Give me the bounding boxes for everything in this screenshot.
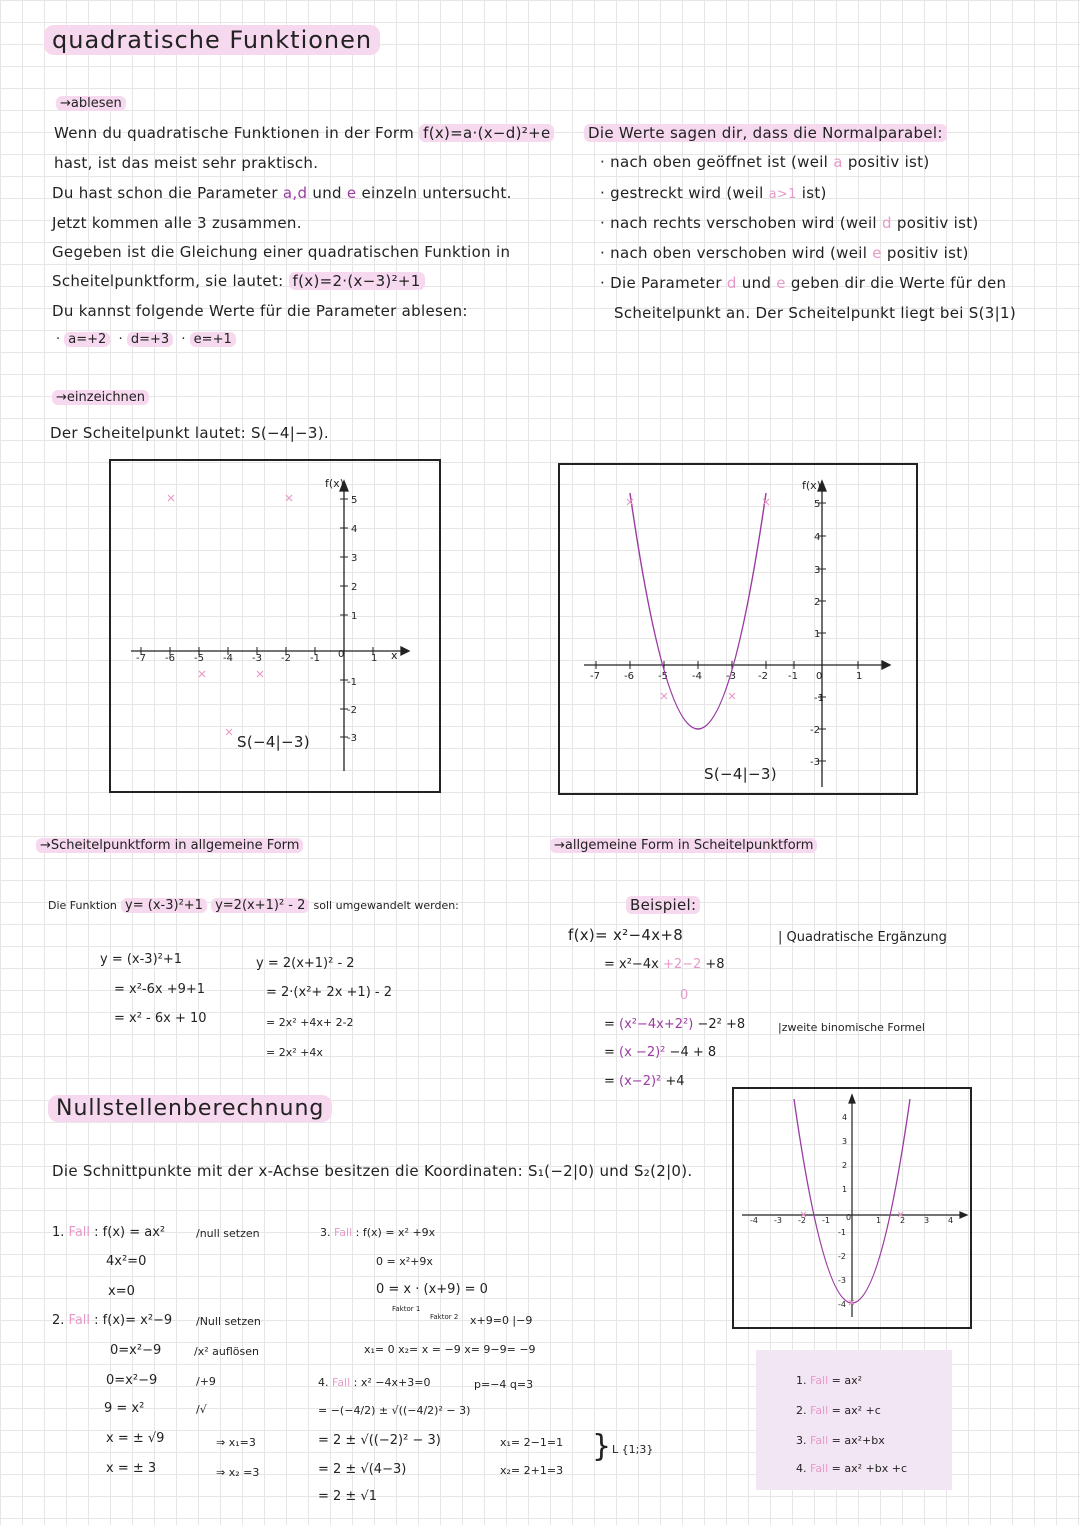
tick-label: -2 [347, 705, 357, 716]
note-quadratic-completion: | Quadratische Ergänzung [778, 930, 947, 945]
fall4-step-2: = 2 ± √((−2)² − 3) [318, 1433, 441, 1448]
tick-label: 3 [814, 565, 821, 576]
example-step-4: = (x −2)² −4 + 8 [604, 1045, 717, 1060]
fall4-step-3: = 2 ± √(4−3) [318, 1462, 407, 1477]
graph-parabola [558, 463, 918, 795]
right-expansion-3: = 2x² +4x+ 2-2 [266, 1016, 354, 1029]
tick-label: -2 [798, 1216, 806, 1225]
tick-label: -1 [814, 693, 824, 704]
left-expansion-1: y = (x-3)²+1 [100, 952, 183, 967]
fall2-title: 2. Fall : f(x)= x²−9 [52, 1313, 173, 1328]
beispiel-label: Beispiel: [626, 896, 700, 914]
left-expansion-3: = x² - 6x + 10 [114, 1011, 207, 1026]
parabola-curve [630, 493, 766, 729]
nullstellen-line: Die Schnittpunkte mit der x-Achse besitzen die Koordinaten: S₁(−2|0) und S₂(2|0). [52, 1162, 693, 1180]
fall1-note: /null setzen [196, 1227, 260, 1240]
werte-line-6: Scheitelpunkt an. Der Scheitelpunkt liegt bei S(3|1) [614, 304, 1016, 322]
tick-label: -1 [822, 1216, 830, 1225]
fall3-step-3: 0 = x · (x+9) = 0 [376, 1282, 488, 1297]
fall4-step-4: = 2 ± √1 [318, 1489, 378, 1504]
tick-label: 2 [900, 1216, 906, 1225]
param-values: · a=+2 · d=+3 · e=+1 [56, 332, 236, 347]
vertex-label: S(−4|−3) [237, 733, 310, 751]
fall2-step-2: 0=x²−9 [106, 1373, 158, 1388]
tick-label: -6 [165, 653, 175, 664]
ablesen-line3: Du hast schon die Parameter a,d und e einzeln untersucht. [52, 184, 512, 202]
right-expansion-4: = 2x² +4x [266, 1046, 323, 1059]
fall4-solution-set: L {1;3} [612, 1443, 654, 1456]
tick-label: 4 [351, 524, 358, 535]
einzeichnen-heading: →einzeichnen [52, 390, 149, 405]
tick-label: 4 [842, 1113, 848, 1122]
tick-label: -2 [838, 1252, 846, 1261]
tick-label: 4 [814, 532, 821, 543]
tick-label: 4 [948, 1216, 954, 1225]
tick-label: -2 [758, 671, 768, 682]
legend-item-2: 2. Fall = ax² +c [796, 1404, 881, 1417]
fall3-faktor-2: Faktor 2 [430, 1313, 459, 1321]
legend-item-3: 3. Fall = ax²+bx [796, 1434, 885, 1447]
tick-label: -5 [194, 653, 204, 664]
tick-label: -4 [838, 1300, 846, 1309]
fall3-faktor-1: Faktor 1 [392, 1305, 421, 1313]
tick-label: -7 [590, 671, 600, 682]
scheitel-allg-intro: Die Funktion y= (x-3)²+1 y=2(x+1)² - 2 soll umgewandelt werden: [48, 898, 459, 913]
tick-label: 2 [351, 582, 358, 593]
fall4-brace: } [592, 1429, 612, 1464]
fall2-result-2: ⇒ x₂ =3 [216, 1466, 260, 1479]
werte-bullet-1: · nach oben geöffnet ist (weil a positiv ist) [600, 153, 930, 171]
tick-label: 2 [842, 1161, 848, 1170]
example-step-3: = (x²−4x+2²) −2² +8 [604, 1017, 746, 1032]
tick-label: -3 [810, 757, 820, 768]
graph-parabola-svg [560, 465, 916, 793]
fall2-note-1: /Null setzen [196, 1315, 261, 1328]
ablesen-line4: Jetzt kommen alle 3 zusammen. [52, 214, 302, 232]
fall4-title: 4. Fall : x² −4x+3=0 [318, 1376, 431, 1389]
tick-label: 1 [856, 671, 863, 682]
fall2-result-1: ⇒ x₁=3 [216, 1436, 256, 1449]
point-marker [257, 671, 263, 677]
tick-label: 3 [351, 553, 358, 564]
example-function: f(x)= x²−4x+8 [568, 926, 684, 944]
tick-label: -3 [726, 671, 736, 682]
legend-item-4: 4. Fall = ax² +bx +c [796, 1462, 908, 1475]
tick-label: 1 [842, 1185, 848, 1194]
tick-label: 2 [814, 597, 821, 608]
fall4-x2: x₂= 2+1=3 [500, 1464, 564, 1477]
fall3-step-3b: x+9=0 |−9 [470, 1314, 533, 1327]
point-marker [199, 671, 205, 677]
given-function: f(x)=2·(x−3)²+1 [289, 272, 425, 290]
y-axis-arrow [849, 1095, 855, 1103]
tick-label: 1 [351, 611, 358, 622]
tick-label: 0 [846, 1213, 852, 1222]
werte-heading: Die Werte sagen dir, dass die Normalparabel: [584, 124, 947, 142]
x-axis-arrow [882, 661, 890, 669]
tick-label: -1 [788, 671, 798, 682]
tick-label: -1 [310, 653, 320, 664]
fall4-x1: x₁= 2−1=1 [500, 1436, 564, 1449]
fall2-note-3: /+9 [196, 1375, 216, 1388]
tick-label: -3 [252, 653, 262, 664]
axis-label-fx: f(x) [325, 477, 344, 490]
fall2-note-4: /√ [196, 1403, 207, 1416]
fall2-note-2: /x² auflösen [194, 1345, 259, 1358]
tick-label: -1 [838, 1228, 846, 1237]
einzeichnen-line: Der Scheitelpunkt lautet: S(−4|−3). [50, 424, 329, 442]
x-axis-arrow [960, 1212, 967, 1218]
tick-label: 3 [842, 1137, 848, 1146]
fall3-step-4: x₁= 0 x₂= x = −9 x= 9−9= −9 [364, 1343, 536, 1356]
tick-label: 1 [876, 1216, 882, 1225]
right-expansion-1: y = 2(x+1)² - 2 [256, 956, 355, 971]
ablesen-line1: Wenn du quadratische Funktionen in der Form f(x)=a·(x−d)²+e [54, 124, 554, 142]
tick-label: -2 [281, 653, 291, 664]
fall3-title: 3. Fall : f(x) = x² +9x [320, 1226, 436, 1239]
werte-bullet-3: · nach rechts verschoben wird (weil d positiv ist) [600, 214, 979, 232]
left-expansion-2: = x²-6x +9+1 [114, 982, 206, 997]
point-marker [286, 495, 292, 501]
werte-bullet-5: · Die Parameter d und e geben dir die Werte für den [600, 274, 1007, 292]
point-marker [168, 495, 174, 501]
tick-label: -3 [774, 1216, 782, 1225]
graph-roots [732, 1087, 972, 1329]
example-step-5: = (x−2)² +4 [604, 1074, 685, 1089]
axis-label-x: x [391, 649, 398, 662]
fall1-step-3: x=0 [108, 1284, 135, 1299]
tick-label: -7 [136, 653, 146, 664]
fall3-step-2: 0 = x²+9x [376, 1255, 433, 1268]
vertex-label: S(−4|−3) [704, 765, 777, 783]
vertex-marker [226, 729, 232, 735]
example-step-2: = x²−4x +2−2 +8 [604, 957, 725, 972]
tick-label: -5 [658, 671, 668, 682]
tick-label: 0 [816, 671, 823, 682]
fall-legend [756, 1350, 952, 1490]
tick-label: -6 [624, 671, 634, 682]
scheitel-allg-heading: →Scheitelpunktform in allgemeine Form [36, 838, 303, 853]
allg-scheitel-heading: →allgemeine Form in Scheitelpunktform [550, 838, 817, 853]
tick-label: 1 [814, 629, 821, 640]
fall2-step-1: 0=x²−9 [110, 1343, 162, 1358]
fall2-step-5: x = ± 3 [106, 1461, 157, 1476]
ablesen-heading: →ablesen [56, 96, 126, 111]
tick-label: 5 [351, 495, 358, 506]
werte-bullet-2: · gestreckt wird (weil a>1 ist) [600, 184, 827, 202]
page-title: quadratische Funktionen [44, 26, 380, 54]
ablesen-line6: Scheitelpunktform, sie lautet: f(x)=2·(x−3)²+1 [52, 272, 425, 290]
right-expansion-2: = 2·(x²+ 2x +1) - 2 [266, 985, 392, 1000]
graph-points [109, 459, 441, 793]
tick-label: -3 [347, 733, 357, 744]
axis-label-fx: f(x) [802, 479, 821, 492]
ablesen-line5: Gegeben ist die Gleichung einer quadratischen Funktion in [52, 243, 511, 261]
tick-label: 5 [814, 499, 821, 510]
ablesen-line2: hast, ist das meist sehr praktisch. [54, 154, 319, 172]
tick-label: 0 [338, 649, 345, 660]
tick-label: -4 [692, 671, 702, 682]
tick-label: 1 [371, 653, 378, 664]
fall4-pq: p=−4 q=3 [474, 1378, 534, 1391]
fall2-step-3: 9 = x² [104, 1401, 145, 1416]
fall1-title: 1. Fall : f(x) = ax² [52, 1225, 166, 1240]
vertex-form-formula: f(x)=a·(x−d)²+e [419, 124, 554, 142]
tick-label: -4 [223, 653, 233, 664]
ablesen-line7: Du kannst folgende Werte für die Parameter ablesen: [52, 302, 468, 320]
fall1-step-2: 4x²=0 [106, 1254, 147, 1269]
fall2-step-4: x = ± √9 [106, 1431, 165, 1446]
tick-label: -1 [347, 677, 357, 688]
note-binomial: |zweite binomische Formel [778, 1021, 925, 1034]
x-axis-arrow [401, 647, 409, 655]
graph-roots-svg [734, 1089, 970, 1327]
tick-label: 3 [924, 1216, 930, 1225]
nullstellen-heading: Nullstellenberechnung [48, 1096, 332, 1121]
tick-label: -4 [750, 1216, 758, 1225]
zero-annotation: 0 [680, 988, 689, 1003]
tick-label: -3 [838, 1276, 846, 1285]
fall4-step-1: = −(−4/2) ± √((−4/2)² − 3) [318, 1404, 471, 1417]
werte-bullet-4: · nach oben verschoben wird (weil e positiv ist) [600, 244, 969, 262]
legend-item-1: 1. Fall = ax² [796, 1374, 863, 1387]
tick-label: -2 [810, 725, 820, 736]
